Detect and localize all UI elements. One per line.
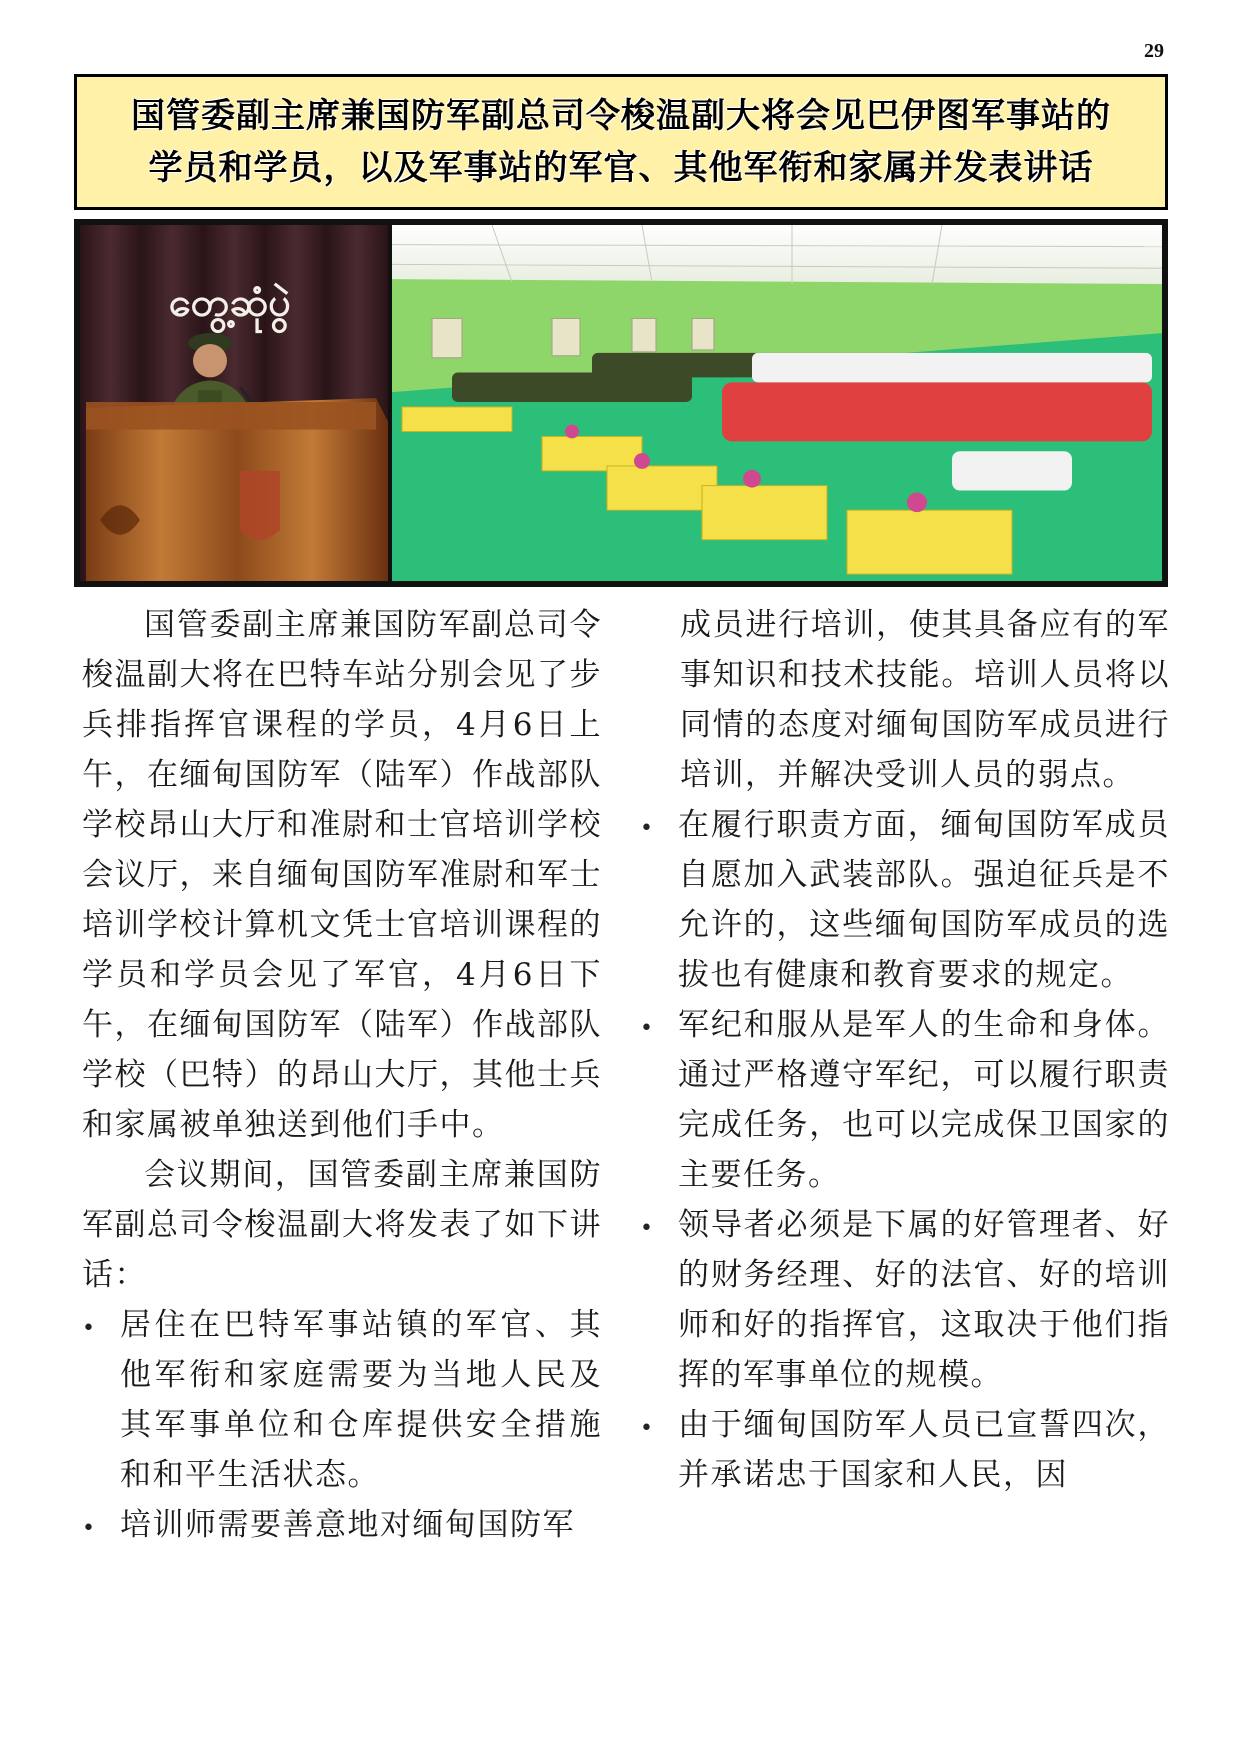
audience-hall-image — [392, 225, 1162, 581]
speaker-photo — [80, 225, 388, 581]
speech-point: • 军纪和服从是军人的生命和身体。通过严格遵守军纪，可以履行职责完成任务，也可以完成保卫国家的主要任务。 — [640, 1000, 1170, 1200]
stage-banner-text: တွေ့ဆုံပွဲ — [168, 279, 292, 326]
photo-strip — [74, 219, 1168, 587]
continued-speech-point: 成员进行培训，使其具备应有的军事知识和技术技能。培训人员将以同情的态度对缅甸国防军成员进行培训，并解决受训人员的弱点。 — [680, 607, 1170, 793]
speaker-photo-image — [80, 225, 388, 581]
body-paragraph-1: 国管委副主席兼国防军副总司令梭温副大将在巴特车站分别会见了步兵排指挥官课程的学员，4月6日上午，在缅甸国防军（陆军）作战部队学校昂山大厅和准尉和士官培训学校会议厅，来自缅甸国防军准尉和军士培训学校计算机文凭士官培训课程的学员和学员会见了军官，4月6日下午，在缅甸国防军（陆军）作战部队学校（巴特）的昂山大厅，其他士兵和家属被单独送到他们手中。 — [82, 607, 602, 1143]
speech-points-list-right — [640, 800, 1170, 1500]
audience-hall-photo — [392, 225, 1162, 581]
article-title-line-1: 国管委副主席兼国防军副总司令梭温副大将会见巴伊图军事站的 — [131, 96, 1111, 136]
body-paragraph-2: 会议期间，国管委副主席兼国防军副总司令梭温副大将发表了如下讲话： — [82, 1157, 602, 1293]
speech-point: • 由于缅甸国防军人员已宣誓四次，并承诺忠于国家和人民，因 — [640, 1400, 1170, 1500]
speech-points-list-left — [82, 1300, 602, 1550]
speech-point: • 在履行职责方面，缅甸国防军成员自愿加入武装部队。强迫征兵是不允许的，这些缅甸国防军成员的选拔也有健康和教育要求的规定。 — [640, 800, 1170, 1000]
page-number: 29 — [1144, 40, 1164, 62]
speech-point: • 培训师需要善意地对缅甸国防军 — [82, 1500, 602, 1550]
article-title-line-2: 学员和学员，以及军事站的军官、其他军衔和家属并发表讲话 — [148, 148, 1094, 188]
article-title-box — [74, 74, 1168, 210]
right-text-column — [680, 600, 1170, 1500]
left-text-column — [82, 600, 602, 1550]
speech-point: • 居住在巴特军事站镇的军官、其他军衔和家庭需要为当地人民及其军事单位和仓库提供安全措施和和平生活状态。 — [82, 1300, 602, 1500]
speech-point: • 领导者必须是下属的好管理者、好的财务经理、好的法官、好的培训师和好的指挥官，这取决于他们指挥的军事单位的规模。 — [640, 1200, 1170, 1400]
